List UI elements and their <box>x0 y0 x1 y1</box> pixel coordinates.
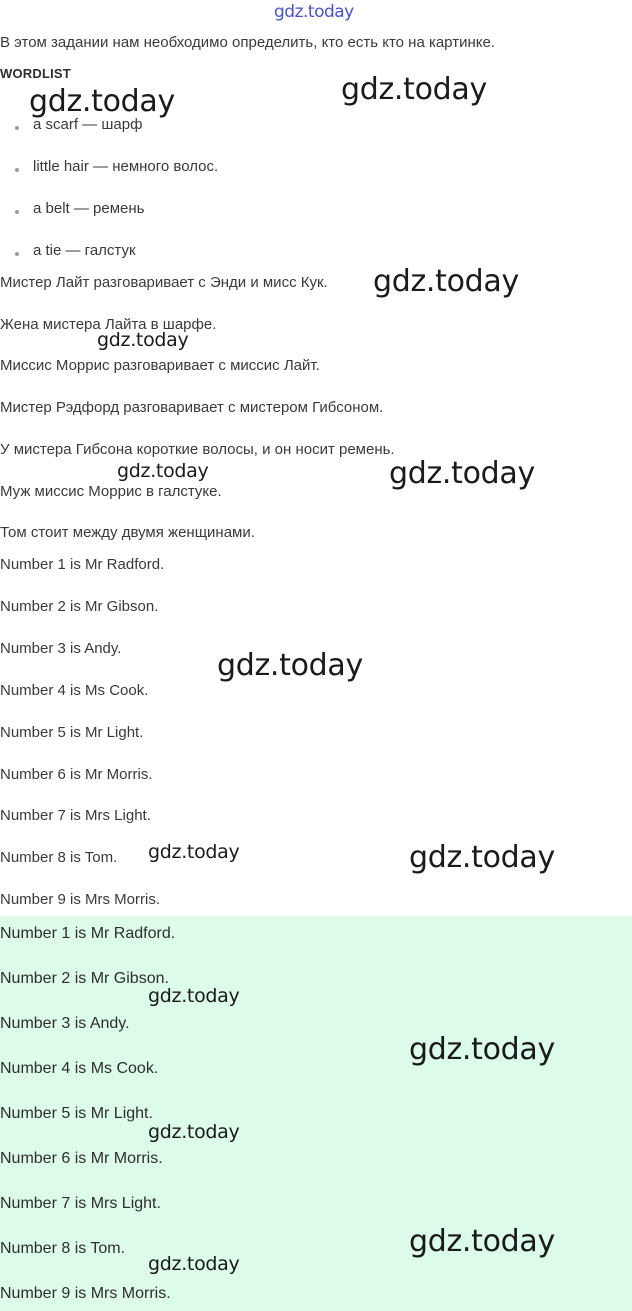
bullet-icon <box>15 210 19 214</box>
watermark: gdz.today <box>97 329 189 351</box>
watermark: gdz.today <box>148 985 240 1007</box>
watermark: gdz.today <box>29 84 175 119</box>
wordlist-item: a belt — ремень <box>33 200 145 217</box>
clue-text: Жена мистера Лайта в шарфе. <box>0 316 217 333</box>
clue-text: Мистер Лайт разговаривает с Энди и мисс Кук. <box>0 274 328 291</box>
watermark: gdz.today <box>409 1224 555 1259</box>
answer-line: Number 8 is Tom. <box>0 849 118 866</box>
answer-line: Number 7 is Mrs Light. <box>0 807 151 824</box>
clue-text: Муж миссис Моррис в галстуке. <box>0 483 222 500</box>
highlighted-answer-line: Number 1 is Mr Radford. <box>0 925 176 942</box>
answer-line: Number 5 is Mr Light. <box>0 724 144 741</box>
watermark: gdz.today <box>148 1121 240 1143</box>
intro-text: В этом задании нам необходимо определить, кто есть кто на картинке. <box>0 34 495 51</box>
site-logo[interactable]: gdz.today <box>274 2 354 22</box>
watermark: gdz.today <box>148 1253 240 1275</box>
clue-text: Миссис Моррис разговаривает с миссис Лайт. <box>0 357 320 374</box>
watermark: gdz.today <box>409 840 555 875</box>
bullet-icon <box>15 252 19 256</box>
answer-line: Number 6 is Mr Morris. <box>0 766 153 783</box>
highlighted-answer-line: Number 6 is Mr Morris. <box>0 1150 163 1167</box>
answer-line: Number 3 is Andy. <box>0 640 122 657</box>
bullet-icon <box>15 126 19 130</box>
watermark: gdz.today <box>341 72 487 107</box>
answer-line: Number 4 is Ms Cook. <box>0 682 149 699</box>
watermark: gdz.today <box>117 460 209 482</box>
wordlist-item: little hair — немного волос. <box>33 158 219 175</box>
clue-text: У мистера Гибсона короткие волосы, и он носит ремень. <box>0 441 395 458</box>
highlighted-answer-line: Number 9 is Mrs Morris. <box>0 1285 171 1302</box>
wordlist-heading: WORDLIST <box>0 66 71 81</box>
wordlist-item: a scarf — шарф <box>33 116 143 133</box>
highlighted-answer-line: Number 5 is Mr Light. <box>0 1105 153 1122</box>
clue-text: Мистер Рэдфорд разговаривает с мистером Гибсоном. <box>0 399 384 416</box>
watermark: gdz.today <box>389 456 535 491</box>
answer-line: Number 9 is Mrs Morris. <box>0 891 161 908</box>
highlighted-answer-line: Number 7 is Mrs Light. <box>0 1195 161 1212</box>
highlighted-answer-line: Number 2 is Mr Gibson. <box>0 970 169 987</box>
watermark: gdz.today <box>148 841 240 863</box>
highlighted-answer-line: Number 3 is Andy. <box>0 1015 130 1032</box>
answer-line: Number 2 is Mr Gibson. <box>0 598 159 615</box>
wordlist-item: a tie — галстук <box>33 242 136 259</box>
clue-text: Том стоит между двумя женщинами. <box>0 524 255 541</box>
answer-line: Number 1 is Mr Radford. <box>0 556 165 573</box>
watermark: gdz.today <box>409 1032 555 1067</box>
bullet-icon <box>15 168 19 172</box>
watermark: gdz.today <box>217 648 363 683</box>
highlighted-answer-line: Number 4 is Ms Cook. <box>0 1060 159 1077</box>
highlighted-answer-line: Number 8 is Tom. <box>0 1240 126 1257</box>
watermark: gdz.today <box>373 264 519 299</box>
